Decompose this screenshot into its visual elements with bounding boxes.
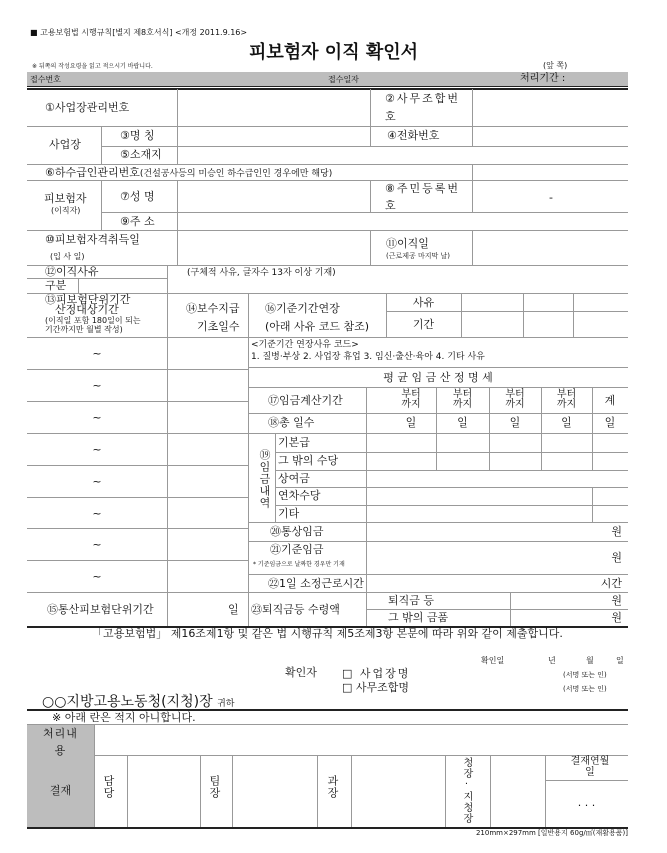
- work-hours-label: ㉒1일 소정근로시간: [268, 577, 364, 590]
- grid-line: [461, 293, 462, 337]
- team-lead-label: 팀장: [208, 775, 221, 799]
- day-unit: 일: [509, 416, 521, 429]
- period-row-tilde: ~: [92, 347, 102, 360]
- staff-label: 담당: [102, 775, 115, 799]
- period-row-tilde: ~: [92, 570, 102, 583]
- standard-wage-note: * 기준임금으로 날짜한 경우만 기재: [253, 561, 345, 568]
- process-label: 처리내용: [43, 727, 78, 757]
- grid-line: [177, 180, 178, 230]
- h14-label: ⑭보수지급: [186, 302, 240, 315]
- extension-reason-label: 사유: [412, 296, 435, 309]
- total-period-unit: 일: [228, 603, 239, 616]
- grid-line: [545, 780, 628, 781]
- grid-line: [275, 433, 276, 522]
- director-label: 청장·지청장: [461, 757, 472, 824]
- workplace-group-label: 사업장: [49, 138, 81, 151]
- code-title: <기준기간 연장사유 코드>: [251, 340, 359, 350]
- grid-line: [177, 89, 178, 126]
- grid-line: [27, 592, 628, 593]
- workplace-address-label: ⑤소재지: [120, 148, 162, 161]
- workplace-name-checkbox[interactable]: □ 사업장명: [342, 667, 411, 680]
- grid-line: [490, 755, 491, 827]
- h13-note-1: (이직일 포함 180일이 되는: [45, 316, 141, 325]
- code-list: 1. 질병·부상 2. 사업장 휴업 3. 임신·출산·육아 4. 기타 사유: [251, 352, 485, 362]
- insured-group-label: 피보험자: [44, 192, 87, 205]
- grid-line: [27, 337, 628, 338]
- rrn-value: -: [549, 191, 553, 204]
- period-row-tilde: ~: [92, 379, 102, 392]
- office-notice: ※ 아래 란은 적지 아니합니다.: [52, 711, 196, 724]
- grid-line: [177, 230, 178, 265]
- approval-label: 결재: [49, 784, 72, 797]
- subcontractor-label-main: ⑥하수급인관리번호: [45, 166, 140, 179]
- grid-line: [275, 487, 628, 488]
- union-no-label-cont: 호: [385, 110, 396, 123]
- grid-line: [248, 413, 628, 414]
- grid-line: [27, 528, 248, 529]
- grid-line: [523, 293, 524, 337]
- recipient-suffix: 귀하: [217, 699, 235, 709]
- subcontractor-label: [45, 166, 332, 181]
- grid-line: [445, 755, 446, 827]
- grid-line: [370, 89, 371, 146]
- category-label: 구분: [45, 279, 67, 292]
- rrn-label: ⑧주민등록번: [385, 182, 460, 195]
- grid-line: [27, 433, 248, 434]
- recipient: [42, 694, 234, 712]
- union-no-label: ②사무조합번: [385, 92, 460, 105]
- grid-line: [351, 755, 352, 827]
- period-from-label: 부터: [452, 389, 473, 400]
- other-allowance-label: 그 밖의 수당: [278, 454, 339, 467]
- grid-line: [248, 574, 628, 575]
- declaration-text: 「고용보험법」 제16조제1항 및 같은 법 시행규칙 제5조제3항 본문에 따라 위와 같이 제출합니다.: [92, 627, 563, 640]
- instruction-note: ※ 뒤쪽의 작성요령을 읽고 적으시기 바랍니다.: [32, 63, 153, 70]
- grid-line: [27, 401, 248, 402]
- total-period-label: ⑮통산피보험단위기간: [47, 603, 154, 616]
- standard-wage-unit: 원: [611, 551, 622, 564]
- grid-line: [27, 369, 248, 370]
- grid-line: [472, 180, 473, 212]
- grid-line: [248, 433, 628, 434]
- grid-line: [78, 278, 79, 293]
- h14-label-2: 기초일수: [197, 320, 240, 333]
- year-label: 년: [548, 656, 556, 665]
- h13-label: ⑬피보험단위기간: [45, 293, 131, 306]
- period-row-tilde: ~: [92, 443, 102, 456]
- day-unit: 일: [604, 416, 616, 429]
- h16-label: ⑯기준기간연장: [265, 302, 340, 315]
- period-row-tilde: ~: [92, 475, 102, 488]
- grid-line: [472, 89, 473, 146]
- sign-hint-2: (서명 또는 인): [563, 685, 607, 693]
- grid-line: [101, 146, 628, 147]
- period-row-tilde: ~: [92, 507, 102, 520]
- grid-line: [370, 180, 371, 212]
- page-side: (앞 쪽): [543, 61, 568, 70]
- grid-line: [167, 293, 168, 626]
- grid-line: [248, 541, 628, 542]
- form-reference: ■ 고용보험법 시행규칙[별지 제8호서식] <개정 2011.9.16>: [30, 28, 248, 37]
- sign-hint-1: (서명 또는 인): [563, 671, 607, 679]
- ordinary-wage-unit: 원: [611, 525, 622, 538]
- grid-line: [167, 265, 168, 293]
- grid-line: [366, 387, 367, 626]
- receipt-number-label: 접수번호: [30, 75, 61, 84]
- insured-group-sub: (이직자): [51, 206, 81, 215]
- period-from-label: 부터: [556, 389, 577, 400]
- h13-label-2: 산정대상기간: [55, 303, 119, 316]
- grid-line: [248, 293, 249, 626]
- grid-line: [94, 724, 95, 827]
- work-hours-unit: 시간: [600, 577, 622, 590]
- extension-period-label: 기간: [412, 318, 435, 331]
- day-unit: 일: [405, 416, 417, 429]
- workplace-mgmt-no-label: ①사업장관리번호: [45, 101, 130, 114]
- grid-line: [200, 755, 201, 827]
- wage-section-title: 평 균 임 금 산 정 명 세: [383, 371, 493, 384]
- etc-label: 기타: [278, 507, 300, 520]
- grid-line: [27, 755, 628, 756]
- insured-address-label: ⑨주 소: [120, 215, 155, 228]
- section-chief-label: 과장: [326, 775, 339, 799]
- leave-date-label: ⑪이직일: [386, 237, 429, 250]
- sum-header: 계: [604, 394, 616, 407]
- grid-line: [27, 164, 628, 165]
- period-row-tilde: ~: [92, 538, 102, 551]
- grid-line: [27, 88, 628, 90]
- page-title: 피보험자 이직 확인서: [248, 42, 419, 63]
- month-label: 월: [586, 656, 594, 665]
- grid-line: [248, 387, 628, 388]
- grid-line: [592, 487, 593, 522]
- processing-period-label: 처리기간 :: [520, 73, 566, 84]
- grid-line: [248, 522, 628, 523]
- grid-line: [370, 230, 371, 265]
- period-row-tilde: ~: [92, 411, 102, 424]
- acquired-date-label: ⑩피보험자격취득일: [45, 233, 140, 246]
- acquired-date-sub: (입 사 일): [50, 252, 85, 261]
- total-days-label: ⑱총 일수: [268, 416, 315, 429]
- grid-line: [177, 126, 178, 164]
- confirm-date-label: 확인일: [481, 656, 505, 665]
- grid-line: [27, 465, 248, 466]
- paper-spec: 210mm×297mm [일반용지 60g/㎡(재활용품)]: [475, 829, 628, 837]
- period-to-label: 까지: [505, 399, 525, 410]
- leave-reason-label: ⑫이직사유: [45, 265, 99, 278]
- ordinary-wage-label: ⑳통상임금: [270, 525, 324, 538]
- phone-label: ④전화번호: [387, 129, 440, 142]
- day-unit: 일: [561, 416, 572, 429]
- grid-line: [27, 497, 248, 498]
- period-to-label: 까지: [401, 399, 421, 410]
- bonus-label: 상여금: [278, 472, 310, 485]
- severance-pay-unit: 원: [611, 594, 622, 607]
- leave-reason-hint: (구체적 사유, 글자수 13자 이상 기재): [187, 268, 336, 278]
- grid-line: [275, 505, 628, 506]
- grid-line: [573, 293, 574, 337]
- calc-period-label: ⑰임금계산기간: [268, 394, 343, 407]
- period-from-label: 부터: [401, 389, 421, 400]
- grid-line: [27, 265, 628, 266]
- grid-line: [27, 230, 628, 231]
- grid-line: [27, 560, 248, 561]
- workplace-name-label: ③명 칭: [120, 129, 155, 142]
- grid-line: [101, 126, 102, 164]
- wage-details-label: ⑲임금내역: [258, 449, 271, 509]
- severance-pay-label: 퇴직금 등: [388, 594, 435, 607]
- grid-line: [317, 755, 318, 827]
- annual-leave-label: 연차수당: [278, 489, 321, 502]
- approval-date-label: 결재연월일: [570, 756, 610, 778]
- h13-note-2: 기간까지만 월별 작성): [45, 325, 123, 334]
- period-from-label: 부터: [505, 389, 525, 400]
- rrn-label-cont: 호: [385, 199, 396, 212]
- grid-line: [472, 230, 473, 265]
- grid-line: [248, 367, 628, 368]
- confirmer-label: 확인자: [285, 666, 317, 679]
- grid-line: [510, 592, 511, 626]
- grid-line: [101, 180, 102, 230]
- grid-line: [275, 470, 628, 471]
- union-name-checkbox[interactable]: □ 사무조합명: [342, 681, 410, 694]
- severance-label: ㉓퇴직금등 수령액: [251, 603, 340, 616]
- grid-line: [545, 755, 546, 827]
- day-label: 일: [616, 656, 624, 665]
- grid-line: [386, 311, 628, 312]
- period-to-label: 까지: [452, 399, 473, 410]
- standard-wage-label: ㉑기준임금: [270, 543, 324, 556]
- h16-label-2: (아래 사유 코드 참조): [265, 320, 370, 333]
- insured-name-label: ⑦성 명: [120, 190, 155, 203]
- grid-line: [27, 724, 628, 725]
- basic-pay-label: 기본급: [278, 436, 310, 449]
- other-goods-unit: 원: [611, 611, 622, 624]
- grid-line: [472, 164, 473, 180]
- grid-line: [366, 609, 628, 610]
- period-to-label: 까지: [556, 399, 577, 410]
- grid-line: [27, 126, 628, 127]
- subcontractor-note: (건설공사등의 미승인 하수급인인 경우에만 해당): [139, 169, 333, 179]
- approval-date-value: . . .: [577, 796, 596, 809]
- other-goods-label: 그 밖의 금품: [388, 611, 449, 624]
- grid-line: [232, 755, 233, 827]
- grid-line: [101, 212, 628, 213]
- day-unit: 일: [457, 416, 468, 429]
- receipt-date-label: 접수일자: [328, 75, 359, 84]
- grid-line: [275, 452, 628, 453]
- recipient-name: ○○지방고용노동청(지청)장: [42, 694, 213, 710]
- grid-line: [127, 755, 128, 827]
- leave-date-sub: (근로제공 마지막 날): [386, 252, 451, 260]
